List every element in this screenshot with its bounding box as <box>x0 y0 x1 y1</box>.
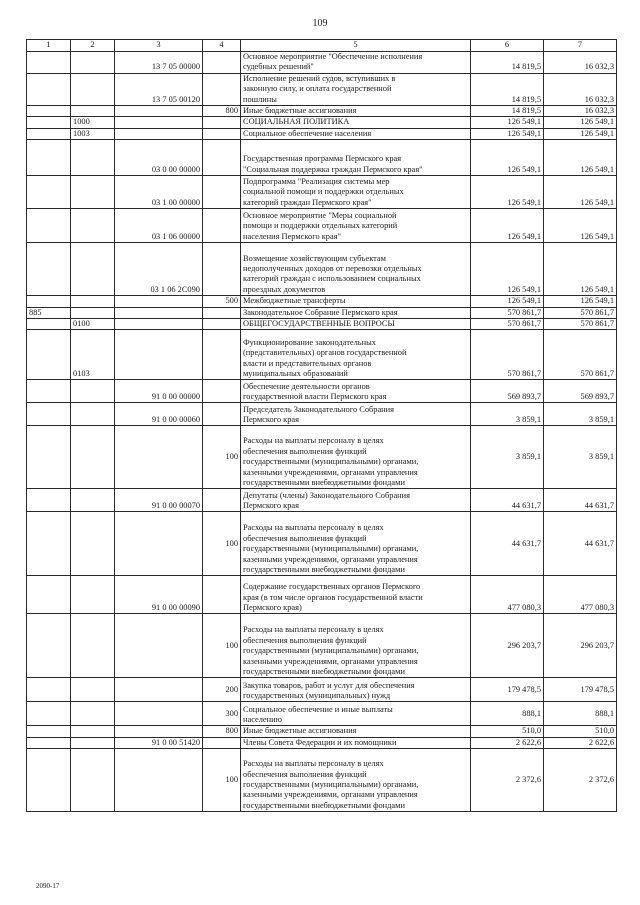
amount-2018-cell: 570 861,7 <box>471 307 544 318</box>
section-code-cell <box>71 737 115 748</box>
target-article-cell <box>115 614 203 678</box>
ministry-code-cell <box>27 380 71 403</box>
item-name-cell: Председатель Законодательного Собрания Пермского края <box>241 403 471 426</box>
section-code-cell: 1000 <box>71 117 115 128</box>
page-number: 109 <box>312 18 328 29</box>
amount-2019-cell: 2 372,6 <box>544 749 617 812</box>
amount-2019-cell: 477 080,3 <box>544 576 617 614</box>
table-row <box>27 307 617 318</box>
item-name-cell: Депутаты (члены) Законодательного Собрания Пермского края <box>241 489 471 512</box>
amount-2019-cell: 2 622,6 <box>544 737 617 748</box>
item-name-cell: СОЦИАЛЬНАЯ ПОЛИТИКА <box>241 117 471 128</box>
target-article-cell: 91 0 00 00060 <box>115 403 203 426</box>
column-header-4: 4 <box>203 40 241 52</box>
item-name-cell: Обеспечение деятельности органов государственной власти Пермского края <box>241 380 471 403</box>
amount-2018-cell: 126 549,1 <box>471 117 544 128</box>
amount-2019-cell: 16 032,3 <box>544 106 617 117</box>
amount-2019-cell: 126 549,1 <box>544 176 617 209</box>
table-row <box>27 140 617 176</box>
table-row <box>27 52 617 74</box>
table-row <box>27 380 617 403</box>
amount-2018-cell: 888,1 <box>471 702 544 726</box>
ministry-code-cell <box>27 209 71 243</box>
item-name-cell: ОБЩЕГОСУДАРСТВЕННЫЕ ВОПРОСЫ <box>241 319 471 330</box>
ministry-code-cell <box>27 489 71 512</box>
table-row <box>27 296 617 307</box>
amount-2018-cell: 570 861,7 <box>471 330 544 380</box>
expense-type-cell <box>203 73 241 105</box>
table-row <box>27 702 617 726</box>
expense-type-cell <box>203 737 241 748</box>
ministry-code-cell: 885 <box>27 307 71 318</box>
ministry-code-cell <box>27 678 71 702</box>
section-code-cell <box>71 749 115 812</box>
amount-2019-cell: 510,0 <box>544 726 617 737</box>
ministry-code-cell <box>27 576 71 614</box>
expense-type-cell <box>203 319 241 330</box>
item-name-cell: Возмещение хозяйствующим субъектам недополученных доходов от перевозки отдельных категорий граждан с использованием социальных проездных документов <box>241 243 471 296</box>
section-code-cell: 1003 <box>71 128 115 139</box>
table-row <box>27 512 617 576</box>
expense-type-cell: 300 <box>203 702 241 726</box>
target-article-cell <box>115 117 203 128</box>
expense-type-cell: 100 <box>203 749 241 812</box>
ministry-code-cell <box>27 319 71 330</box>
column-header-6: 6 <box>471 40 544 52</box>
section-code-cell <box>71 296 115 307</box>
column-header-5: 5 <box>241 40 471 52</box>
expense-type-cell: 800 <box>203 726 241 737</box>
section-code-cell <box>71 614 115 678</box>
expense-type-cell <box>203 243 241 296</box>
column-header-2: 2 <box>71 40 115 52</box>
amount-2019-cell: 126 549,1 <box>544 128 617 139</box>
section-code-cell <box>71 176 115 209</box>
section-code-cell: 0103 <box>71 330 115 380</box>
target-article-cell <box>115 512 203 576</box>
item-name-cell: Законодательное Собрание Пермского края <box>241 307 471 318</box>
expense-type-cell <box>203 128 241 139</box>
expense-type-cell <box>203 576 241 614</box>
section-code-cell <box>71 576 115 614</box>
expense-type-cell: 100 <box>203 426 241 489</box>
ministry-code-cell <box>27 243 71 296</box>
target-article-cell: 03 0 00 00000 <box>115 140 203 176</box>
ministry-code-cell <box>27 737 71 748</box>
table-header-row <box>27 40 617 52</box>
item-name-cell: Основное мероприятие "Обеспечение исполнения судебных решений" <box>241 52 471 74</box>
ministry-code-cell <box>27 403 71 426</box>
target-article-cell: 91 0 00 51420 <box>115 737 203 748</box>
amount-2019-cell: 16 032,3 <box>544 73 617 105</box>
amount-2019-cell: 126 549,1 <box>544 140 617 176</box>
amount-2018-cell: 126 549,1 <box>471 296 544 307</box>
target-article-cell <box>115 307 203 318</box>
expense-type-cell <box>203 489 241 512</box>
table-row <box>27 749 617 812</box>
expense-type-cell <box>203 117 241 128</box>
table-row <box>27 176 617 209</box>
table-row <box>27 330 617 380</box>
amount-2018-cell: 2 372,6 <box>471 749 544 812</box>
ministry-code-cell <box>27 176 71 209</box>
table-row <box>27 106 617 117</box>
amount-2019-cell: 570 861,7 <box>544 307 617 318</box>
amount-2019-cell: 44 631,7 <box>544 489 617 512</box>
target-article-cell: 91 0 00 00000 <box>115 380 203 403</box>
amount-2018-cell: 14 819,5 <box>471 73 544 105</box>
table-row <box>27 426 617 489</box>
ministry-code-cell <box>27 614 71 678</box>
table-row <box>27 678 617 702</box>
target-article-cell: 03 1 00 00000 <box>115 176 203 209</box>
table-row <box>27 489 617 512</box>
amount-2018-cell: 44 631,7 <box>471 512 544 576</box>
item-name-cell: Государственная программа Пермского края "Социальная поддержка граждан Пермского края" <box>241 140 471 176</box>
ministry-code-cell <box>27 117 71 128</box>
target-article-cell: 91 0 00 00090 <box>115 576 203 614</box>
expense-type-cell: 100 <box>203 512 241 576</box>
target-article-cell: 91 0 00 00070 <box>115 489 203 512</box>
table-body <box>27 52 617 812</box>
item-name-cell: Расходы на выплаты персоналу в целях обеспечения выполнения функций государственными (муниципальными) органами, казенными учреждениями, органами управления государственными внебюджетными фондами <box>241 512 471 576</box>
target-article-cell <box>115 296 203 307</box>
amount-2019-cell: 126 549,1 <box>544 243 617 296</box>
expense-type-cell <box>203 380 241 403</box>
item-name-cell: Закупка товаров, работ и услуг для обеспечения государственных (муниципальных) нужд <box>241 678 471 702</box>
expense-type-cell <box>203 403 241 426</box>
expense-type-cell <box>203 209 241 243</box>
amount-2018-cell: 126 549,1 <box>471 128 544 139</box>
target-article-cell <box>115 678 203 702</box>
amount-2019-cell: 16 032,3 <box>544 52 617 74</box>
ministry-code-cell <box>27 73 71 105</box>
expense-type-cell: 800 <box>203 106 241 117</box>
footer-code: 2090-17 <box>36 882 60 890</box>
table-row <box>27 73 617 105</box>
amount-2018-cell: 179 478,5 <box>471 678 544 702</box>
expense-type-cell <box>203 176 241 209</box>
section-code-cell <box>71 426 115 489</box>
amount-2019-cell: 296 203,7 <box>544 614 617 678</box>
section-code-cell <box>71 726 115 737</box>
section-code-cell <box>71 307 115 318</box>
item-name-cell: Основное мероприятие "Меры социальной помощи и поддержки отдельных категорий населения Пермского края" <box>241 209 471 243</box>
table-row <box>27 737 617 748</box>
amount-2019-cell: 569 893,7 <box>544 380 617 403</box>
item-name-cell: Иные бюджетные ассигнования <box>241 106 471 117</box>
column-header-7: 7 <box>544 40 617 52</box>
amount-2018-cell: 3 859,1 <box>471 426 544 489</box>
amount-2018-cell: 126 549,1 <box>471 243 544 296</box>
target-article-cell <box>115 128 203 139</box>
amount-2018-cell: 3 859,1 <box>471 403 544 426</box>
amount-2018-cell: 126 549,1 <box>471 176 544 209</box>
amount-2018-cell: 570 861,7 <box>471 319 544 330</box>
expense-type-cell: 200 <box>203 678 241 702</box>
item-name-cell: Функционирование законодательных (представительных) органов государственной власти и представительных органов муниципальных образований <box>241 330 471 380</box>
target-article-cell <box>115 726 203 737</box>
item-name-cell: Социальное обеспечение населения <box>241 128 471 139</box>
amount-2018-cell: 44 631,7 <box>471 489 544 512</box>
column-header-3: 3 <box>115 40 203 52</box>
section-code-cell <box>71 243 115 296</box>
section-code-cell <box>71 106 115 117</box>
section-code-cell: 0100 <box>71 319 115 330</box>
amount-2018-cell: 569 893,7 <box>471 380 544 403</box>
table-row <box>27 209 617 243</box>
section-code-cell <box>71 489 115 512</box>
amount-2018-cell: 126 549,1 <box>471 209 544 243</box>
amount-2019-cell: 44 631,7 <box>544 512 617 576</box>
target-article-cell: 13 7 05 00000 <box>115 52 203 74</box>
item-name-cell: Исполнение решений судов, вступивших в законную силу, и оплата государственной пошлины <box>241 73 471 105</box>
item-name-cell: Члены Совета Федерации и их помощники <box>241 737 471 748</box>
ministry-code-cell <box>27 512 71 576</box>
ministry-code-cell <box>27 726 71 737</box>
amount-2019-cell: 888,1 <box>544 702 617 726</box>
amount-2019-cell: 570 861,7 <box>544 319 617 330</box>
target-article-cell <box>115 702 203 726</box>
table-row <box>27 726 617 737</box>
target-article-cell <box>115 106 203 117</box>
item-name-cell: Социальное обеспечение и иные выплаты населению <box>241 702 471 726</box>
section-code-cell <box>71 73 115 105</box>
ministry-code-cell <box>27 52 71 74</box>
target-article-cell <box>115 749 203 812</box>
section-code-cell <box>71 380 115 403</box>
expense-type-cell: 100 <box>203 614 241 678</box>
section-code-cell <box>71 512 115 576</box>
amount-2018-cell: 14 819,5 <box>471 106 544 117</box>
budget-table <box>26 39 617 812</box>
target-article-cell <box>115 426 203 489</box>
section-code-cell <box>71 702 115 726</box>
amount-2019-cell: 3 859,1 <box>544 403 617 426</box>
expense-type-cell <box>203 330 241 380</box>
amount-2018-cell: 2 622,6 <box>471 737 544 748</box>
amount-2018-cell: 296 203,7 <box>471 614 544 678</box>
expense-type-cell <box>203 140 241 176</box>
section-code-cell <box>71 209 115 243</box>
target-article-cell: 13 7 05 00120 <box>115 73 203 105</box>
table-row <box>27 403 617 426</box>
item-name-cell: Расходы на выплаты персоналу в целях обеспечения выполнения функций государственными (муниципальными) органами, казенными учреждениями, органами управления государственными внебюджетными фондами <box>241 426 471 489</box>
amount-2019-cell: 570 861,7 <box>544 330 617 380</box>
section-code-cell <box>71 140 115 176</box>
item-name-cell: Содержание государственных органов Пермского края (в том числе органов государственной власти Пермского края) <box>241 576 471 614</box>
ministry-code-cell <box>27 106 71 117</box>
amount-2018-cell: 510,0 <box>471 726 544 737</box>
section-code-cell <box>71 678 115 702</box>
ministry-code-cell <box>27 128 71 139</box>
table-row <box>27 117 617 128</box>
table-row <box>27 128 617 139</box>
item-name-cell: Расходы на выплаты персоналу в целях обеспечения выполнения функций государственными (муниципальными) органами, казенными учреждениями, органами управления государственными внебюджетными фондами <box>241 749 471 812</box>
table-row <box>27 243 617 296</box>
expense-type-cell: 500 <box>203 296 241 307</box>
item-name-cell: Межбюджетные трансферты <box>241 296 471 307</box>
target-article-cell <box>115 330 203 380</box>
item-name-cell: Расходы на выплаты персоналу в целях обеспечения выполнения функций государственными (муниципальными) органами, казенными учреждениями, органами управления государственными внебюджетными фондами <box>241 614 471 678</box>
amount-2019-cell: 126 549,1 <box>544 117 617 128</box>
expense-type-cell <box>203 307 241 318</box>
ministry-code-cell <box>27 296 71 307</box>
expense-type-cell <box>203 52 241 74</box>
amount-2019-cell: 179 478,5 <box>544 678 617 702</box>
item-name-cell: Подпрограмма "Реализация системы мер социальной помощи и поддержки отдельных категорий граждан Пермского края" <box>241 176 471 209</box>
table-row <box>27 319 617 330</box>
ministry-code-cell <box>27 140 71 176</box>
amount-2019-cell: 3 859,1 <box>544 426 617 489</box>
item-name-cell: Иные бюджетные ассигнования <box>241 726 471 737</box>
amount-2018-cell: 477 080,3 <box>471 576 544 614</box>
target-article-cell <box>115 319 203 330</box>
amount-2018-cell: 14 819,5 <box>471 52 544 74</box>
target-article-cell: 03 1 06 2С090 <box>115 243 203 296</box>
ministry-code-cell <box>27 330 71 380</box>
section-code-cell <box>71 52 115 74</box>
table-row <box>27 614 617 678</box>
amount-2019-cell: 126 549,1 <box>544 296 617 307</box>
ministry-code-cell <box>27 749 71 812</box>
ministry-code-cell <box>27 426 71 489</box>
amount-2019-cell: 126 549,1 <box>544 209 617 243</box>
table-row <box>27 576 617 614</box>
target-article-cell: 03 1 06 00000 <box>115 209 203 243</box>
section-code-cell <box>71 403 115 426</box>
ministry-code-cell <box>27 702 71 726</box>
amount-2018-cell: 126 549,1 <box>471 140 544 176</box>
column-header-1: 1 <box>27 40 71 52</box>
